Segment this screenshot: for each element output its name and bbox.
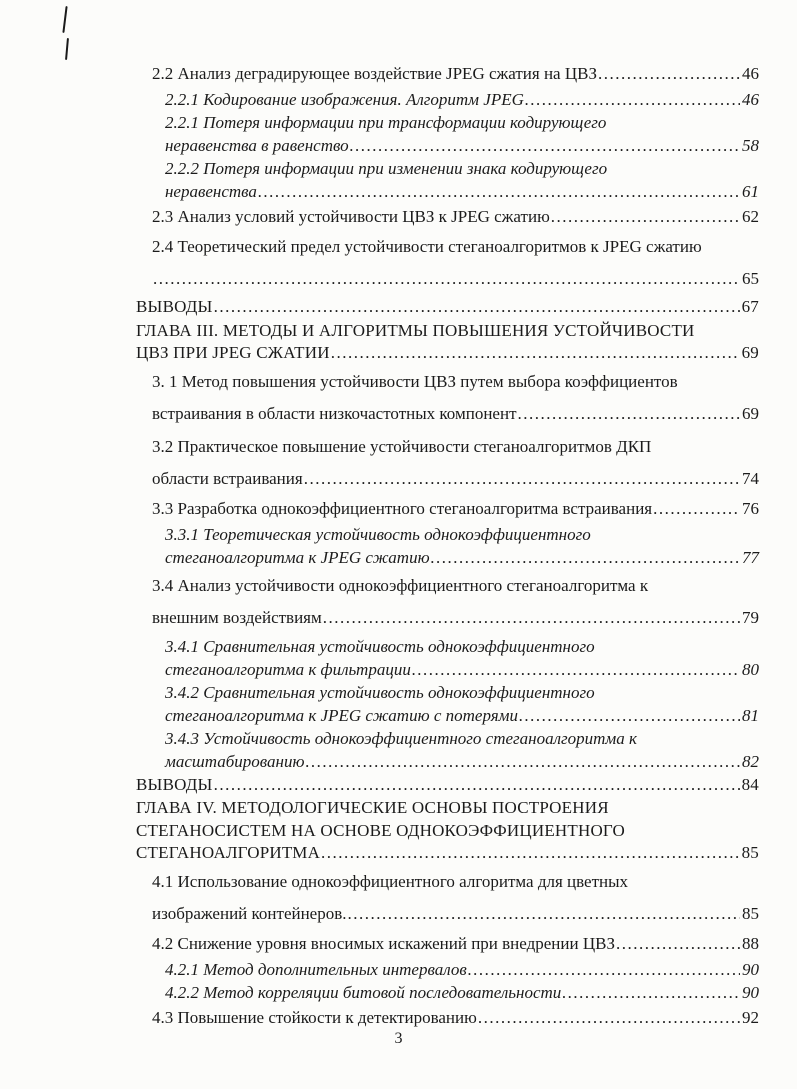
toc-entry [136,88,759,111]
toc-entry-page-number: 67 [741,297,759,316]
toc-entry-page-number: 80 [742,659,759,679]
toc-entry-text: внешним воздействиям [152,607,322,627]
toc-entry-leader-line [152,398,759,430]
pen-stroke-artifact [62,6,67,33]
toc-entry-text: ГЛАВА III. МЕТОДЫ И АЛГОРИТМЫ ПОВЫШЕНИЯ УСТОЙЧИВОСТИ [136,320,695,340]
toc-entry-leader-line [165,750,759,773]
toc-entry-text: 3.4.2 Сравнительная устойчивость однокоэффициентного [165,682,595,702]
toc-entry-page-number: 46 [742,90,759,109]
toc-entry-text: 2.2.2 Потеря информации при изменении знака кодирующего [165,159,608,178]
toc-entry-text: 3.4 Анализ устойчивости однокоэффициентного стеганоалгоритма к [152,575,649,595]
dot-leader [323,602,740,634]
dot-leader [562,981,740,1004]
toc-entry [136,981,759,1004]
toc-entry [136,681,759,727]
toc-entry-leader-line [165,958,759,981]
dot-leader [551,205,740,229]
toc-entry-text: стеганоалгоритма к JPEG сжатию с потерями [165,705,518,725]
toc-entry-leader-line [136,296,759,319]
toc-entry [136,111,759,157]
toc-entry [136,62,759,86]
dot-leader [214,774,740,797]
toc-entry-page-number: 69 [742,403,759,423]
toc-entry-text: 4.3 Повышение стойкости к детектированию [152,1007,477,1027]
toc-entry-page-number: 65 [742,269,759,288]
toc-entry-page-number: 82 [742,751,759,771]
toc-entry-text: изображений контейнеров. [152,903,347,923]
toc-entry [136,1006,759,1030]
toc-entry-leader-line [152,497,759,521]
toc-entry-text: СТЕГАНОСИСТЕМ НА ОСНОВЕ ОДНОКОЭФФИЦИЕНТНОГО [136,820,626,840]
toc-entry-text: неравенства в равенство [165,136,349,155]
toc-entry-page-number: 61 [742,182,759,201]
toc-entry-text: 2.2 Анализ деградирующее воздействие JPEG сжатия на ЦВЗ [152,64,597,83]
toc-entry-page-number: 69 [741,343,759,362]
toc-entry-leader-line [152,263,759,295]
dot-leader [214,296,740,319]
toc-entry [136,958,759,981]
toc-entry [136,366,759,430]
toc-entry [136,727,759,773]
dot-leader [348,898,740,930]
toc-entry-text: 3. 1 Метод повышения устойчивости ЦВЗ путем выбора коэффициентов [152,371,678,391]
toc-entry-text: встраивания в области низкочастотных компонент [152,403,517,423]
toc-entry-text: ЦВЗ ПРИ JPEG СЖАТИИ [136,343,330,362]
toc-entry-page-number: 46 [742,64,759,83]
dot-leader [350,134,740,157]
toc-entry-page-number: 81 [742,705,759,725]
toc-entry-page-number: 84 [741,774,759,794]
dot-leader [519,704,740,727]
toc-entry-text: 2.4 Теоретический предел устойчивости стеганоалгоритмов к JPEG сжатию [152,237,702,256]
toc-entry-leader-line [165,658,759,681]
dot-leader [468,958,740,981]
toc-entry-leader-line [165,546,759,569]
toc-entry [136,231,759,295]
toc-entry-leader-line [165,88,759,111]
toc-entry-page-number: 85 [741,843,759,862]
dot-leader [478,1006,740,1030]
toc-entry-text: 3.2 Практическое повышение устойчивости стеганоалгоритмов ДКП [152,436,652,456]
toc-entry-page-number: 88 [742,933,759,953]
toc-entry-leader-line [165,704,759,727]
dot-leader [653,497,740,521]
toc-entry-page-number: 74 [742,468,759,488]
toc-entry-text: ГЛАВА IV. МЕТОДОЛОГИЧЕСКИЕ ОСНОВЫ ПОСТРОЕНИЯ [136,798,609,817]
toc-entry-text: 4.2.2 Метод корреляции битовой последовательности [165,982,562,1002]
toc-entry-page-number: 90 [742,982,759,1002]
toc-entry-text: 3.4.3 Устойчивость однокоэффициентного стеганоалгоритма к [165,728,637,748]
dot-leader [258,180,740,203]
pen-stroke-artifact [65,38,69,60]
toc-entry-leader-line [165,981,759,1004]
dot-leader [331,342,740,365]
toc-entry-page-number: 58 [742,136,759,155]
toc-entry-page-number: 77 [742,547,759,567]
toc-entry-page-number: 92 [742,1007,759,1027]
dot-leader [518,398,740,430]
page-number: 3 [394,1030,403,1047]
dot-leader [616,932,740,956]
toc-entry-text: 3.4.1 Сравнительная устойчивость однокоэффициентного [165,636,595,656]
toc-entry-leader-line [152,1006,759,1030]
toc-entry-leader-line [136,342,759,365]
toc-entry-page-number: 79 [742,607,759,627]
toc-entry-page-number: 76 [742,498,759,518]
toc-entry-text: области встраивания [152,468,303,488]
toc-entry-text: 4.2.1 Метод дополнительных интервалов [165,959,467,979]
toc-entry-text: 4.2 Снижение уровня вносимых искажений при внедрении ЦВЗ [152,933,615,953]
toc-entry-leader-line [152,463,759,495]
toc-entry-leader-line [136,774,759,797]
toc-entry [136,431,759,495]
toc-entry-leader-line [152,932,759,956]
dot-leader [321,842,740,865]
dot-leader [431,546,740,569]
dot-leader [153,263,740,295]
toc-entry-leader-line [152,205,759,229]
toc-entry [136,635,759,681]
toc-entry-leader-line [152,602,759,634]
toc-entry [136,497,759,521]
toc-entry-text: 3.3 Разработка однокоэффициентного стеганоалгоритма встраивания [152,498,653,518]
toc-entry-leader-line [152,898,759,930]
toc-entry-text: 3.3.1 Теоретическая устойчивость однокоэффициентного [165,524,591,544]
toc-entry-text: стеганоалгоритма к фильтрации [165,659,411,679]
toc-entry [136,797,759,865]
toc-entry [136,320,759,365]
dot-leader [305,750,740,773]
toc-entry-text: стеганоалгоритма к JPEG сжатию [165,547,430,567]
toc-entry [136,570,759,634]
toc-entry [136,157,759,203]
toc-entry-leader-line [152,62,759,86]
toc-entry-text: 2.2.1 Кодирование изображения. Алгоритм JPEG [165,90,524,109]
toc-entry-text: неравенства [165,182,257,201]
toc-entry-text: 2.2.1 Потеря информации при трансформации кодирующего [165,113,607,132]
toc-entry-leader-line [165,134,759,157]
toc-entry-text: СТЕГАНОАЛГОРИТМА [136,843,321,862]
toc-entry-text: 4.1 Использование однокоэффициентного алгоритма для цветных [152,871,629,891]
toc-entry-text: 2.3 Анализ условий устойчивости ЦВЗ к JPEG сжатию [152,207,550,226]
toc-entry [136,774,759,797]
toc-entry-text: ВЫВОДЫ [136,774,213,794]
toc-entry [136,932,759,956]
dot-leader [598,62,740,86]
toc-entry-page-number: 85 [742,903,759,923]
toc-entry-text: масштабированию [165,751,305,771]
toc-list [136,60,759,1032]
dot-leader [525,88,740,111]
toc-entry-page-number: 90 [742,959,759,979]
toc-entry [136,523,759,569]
toc-entry-text: ВЫВОДЫ [136,297,213,316]
dot-leader [412,658,740,681]
toc-entry [136,296,759,319]
toc-entry-leader-line [136,842,759,865]
dot-leader [304,463,740,495]
toc-entry [136,866,759,930]
toc-entry [136,205,759,229]
toc-entry-page-number: 62 [742,207,759,226]
toc-entry-leader-line [165,180,759,203]
